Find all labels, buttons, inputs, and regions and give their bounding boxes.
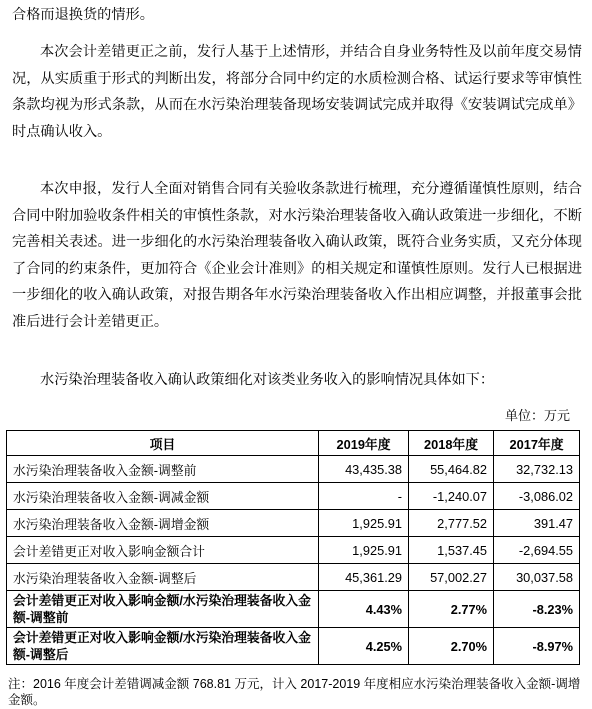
cell-2019: 1,925.91	[319, 510, 409, 537]
row-label: 水污染治理装备收入金额-调整前	[7, 456, 319, 483]
header-2018: 2018年度	[409, 431, 494, 456]
row-label: 会计差错更正对收入影响金额/水污染治理装备收入金额-调整前	[7, 591, 319, 628]
cell-2017: 32,732.13	[494, 456, 580, 483]
cell-2017: -3,086.02	[494, 483, 580, 510]
cell-2019: 45,361.29	[319, 564, 409, 591]
row-label: 水污染治理装备收入金额-调增金额	[7, 510, 319, 537]
header-2017: 2017年度	[494, 431, 580, 456]
revenue-adjustment-table	[6, 430, 580, 665]
table-row	[7, 510, 580, 537]
table-row-ratio	[7, 628, 580, 665]
row-label: 会计差错更正对收入影响金额合计	[7, 537, 319, 564]
table-row	[7, 483, 580, 510]
unit-label: 单位：万元	[504, 409, 570, 424]
cell-2017: -8.23%	[494, 591, 580, 628]
paragraph-table-intro: 水污染治理装备收入确认政策细化对该类业务收入的影响情况具体如下：	[40, 372, 495, 388]
header-item: 项目	[7, 431, 319, 456]
cell-2017: 391.47	[494, 510, 580, 537]
cell-2017: 30,037.58	[494, 564, 580, 591]
cell-2019: 1,925.91	[319, 537, 409, 564]
cell-2018: 2,777.52	[409, 510, 494, 537]
table-row	[7, 564, 580, 591]
cell-2019: -	[319, 483, 409, 510]
cell-2019: 43,435.38	[319, 456, 409, 483]
table-row	[7, 537, 580, 564]
cell-2018: -1,240.07	[409, 483, 494, 510]
row-label: 水污染治理装备收入金额-调减金额	[7, 483, 319, 510]
cell-2017: -8.97%	[494, 628, 580, 665]
row-label: 水污染治理装备收入金额-调整后	[7, 564, 319, 591]
table-row	[7, 456, 580, 483]
cell-2018: 1,537.45	[409, 537, 494, 564]
paragraph-prior-policy: 本次会计差错更正之前，发行人基于上述情形，并结合自身业务特性及以前年度交易情况，从实质重于形式的判断出发，将部分合同中约定的水质检测合格、试运行要求等审慎性条款均视为形式条款，从而在水污染治理装备现场安装调试完成并取得《安装调试完成单》时点确认收入。	[12, 44, 582, 140]
cell-2018: 2.77%	[409, 591, 494, 628]
paragraph-current-policy: 本次申报，发行人全面对销售合同有关验收条款进行梳理，充分遵循谨慎性原则，结合合同中附加验收条件相关的审慎性条款，对水污染治理装备收入确认政策进一步细化，不断完善相关表述。进一步细化的水污染治理装备收入确认政策，既符合业务实质，又充分体现了合同的约束条件，更加符合《企业会计准则》的相关规定和谨慎性原则。发行人已根据进一步细化的收入确认政策，对报告期各年水污染治理装备收入作出相应调整，并报董事会批准后进行会计差错更正。	[12, 181, 582, 330]
cell-2018: 2.70%	[409, 628, 494, 665]
cell-2018: 55,464.82	[409, 456, 494, 483]
cell-2018: 57,002.27	[409, 564, 494, 591]
cell-2017: -2,694.55	[494, 537, 580, 564]
cell-2019: 4.25%	[319, 628, 409, 665]
table-footnote: 注：2016 年度会计差错调减金额 768.81 万元，计入 2017-2019 年度相应水污染治理装备收入金额-调增金额。	[8, 677, 581, 707]
paragraph-continuation: 合格而退换货的情形。	[12, 7, 154, 23]
table-header-row	[7, 431, 580, 456]
cell-2019: 4.43%	[319, 591, 409, 628]
row-label: 会计差错更正对收入影响金额/水污染治理装备收入金额-调整后	[7, 628, 319, 665]
header-2019: 2019年度	[319, 431, 409, 456]
table-row-ratio	[7, 591, 580, 628]
